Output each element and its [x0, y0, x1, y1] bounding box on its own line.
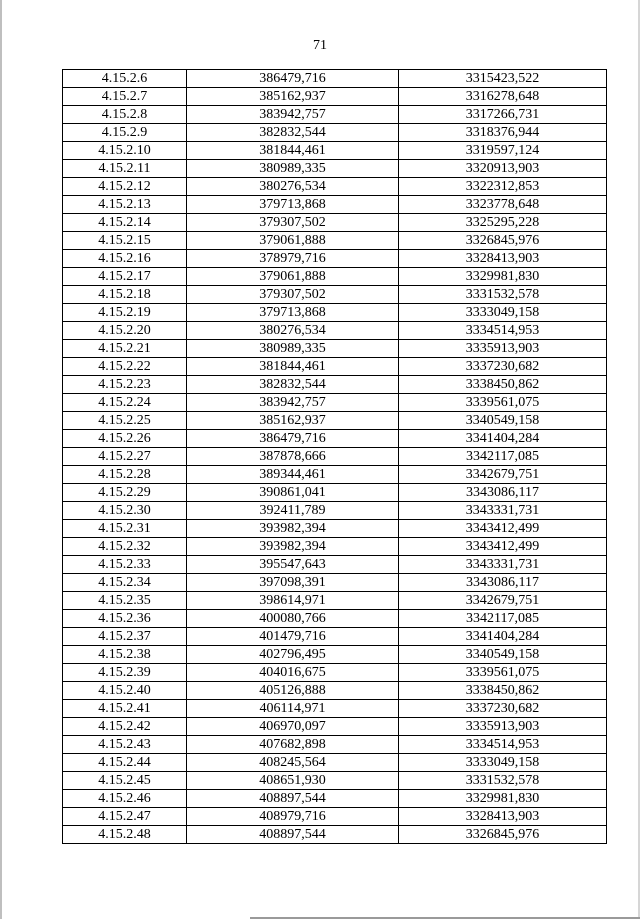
- x-coordinate-cell: 380989,335: [187, 160, 399, 178]
- y-coordinate-cell: 3343412,499: [399, 538, 607, 556]
- x-coordinate-cell: 382832,544: [187, 376, 399, 394]
- table-row: [63, 520, 607, 538]
- x-coordinate-cell: 382832,544: [187, 124, 399, 142]
- point-id-cell: 4.15.2.37: [63, 628, 187, 646]
- point-id-cell: 4.15.2.16: [63, 250, 187, 268]
- table-row: [63, 736, 607, 754]
- table-row: [63, 214, 607, 232]
- x-coordinate-cell: 390861,041: [187, 484, 399, 502]
- x-coordinate-cell: 381844,461: [187, 142, 399, 160]
- table-row: [63, 430, 607, 448]
- x-coordinate-cell: 404016,675: [187, 664, 399, 682]
- point-id-cell: 4.15.2.44: [63, 754, 187, 772]
- x-coordinate-cell: 408979,716: [187, 808, 399, 826]
- table-row: [63, 556, 607, 574]
- point-id-cell: 4.15.2.21: [63, 340, 187, 358]
- table-row: [63, 502, 607, 520]
- x-coordinate-cell: 385162,937: [187, 88, 399, 106]
- y-coordinate-cell: 3341404,284: [399, 628, 607, 646]
- x-coordinate-cell: 383942,757: [187, 106, 399, 124]
- table-row: [63, 124, 607, 142]
- point-id-cell: 4.15.2.48: [63, 826, 187, 844]
- x-coordinate-cell: 407682,898: [187, 736, 399, 754]
- table-row: [63, 448, 607, 466]
- table-row: [63, 412, 607, 430]
- table-row: [63, 610, 607, 628]
- x-coordinate-cell: 378979,716: [187, 250, 399, 268]
- y-coordinate-cell: 3342679,751: [399, 592, 607, 610]
- y-coordinate-cell: 3343086,117: [399, 484, 607, 502]
- x-coordinate-cell: 406970,097: [187, 718, 399, 736]
- point-id-cell: 4.15.2.7: [63, 88, 187, 106]
- x-coordinate-cell: 402796,495: [187, 646, 399, 664]
- x-coordinate-cell: 379307,502: [187, 286, 399, 304]
- y-coordinate-cell: 3335913,903: [399, 718, 607, 736]
- x-coordinate-cell: 397098,391: [187, 574, 399, 592]
- x-coordinate-cell: 379061,888: [187, 268, 399, 286]
- y-coordinate-cell: 3341404,284: [399, 430, 607, 448]
- point-id-cell: 4.15.2.34: [63, 574, 187, 592]
- y-coordinate-cell: 3320913,903: [399, 160, 607, 178]
- table-row: [63, 484, 607, 502]
- y-coordinate-cell: 3315423,522: [399, 70, 607, 88]
- point-id-cell: 4.15.2.46: [63, 790, 187, 808]
- table-row: [63, 826, 607, 844]
- point-id-cell: 4.15.2.26: [63, 430, 187, 448]
- y-coordinate-cell: 3334514,953: [399, 736, 607, 754]
- table-row: [63, 106, 607, 124]
- point-id-cell: 4.15.2.45: [63, 772, 187, 790]
- x-coordinate-cell: 393982,394: [187, 520, 399, 538]
- point-id-cell: 4.15.2.12: [63, 178, 187, 196]
- y-coordinate-cell: 3342679,751: [399, 466, 607, 484]
- x-coordinate-cell: 385162,937: [187, 412, 399, 430]
- point-id-cell: 4.15.2.15: [63, 232, 187, 250]
- table-row: [63, 250, 607, 268]
- point-id-cell: 4.15.2.28: [63, 466, 187, 484]
- y-coordinate-cell: 3337230,682: [399, 358, 607, 376]
- y-coordinate-cell: 3343331,731: [399, 556, 607, 574]
- x-coordinate-cell: 408651,930: [187, 772, 399, 790]
- point-id-cell: 4.15.2.47: [63, 808, 187, 826]
- table-row: [63, 538, 607, 556]
- point-id-cell: 4.15.2.40: [63, 682, 187, 700]
- x-coordinate-cell: 408897,544: [187, 826, 399, 844]
- y-coordinate-cell: 3323778,648: [399, 196, 607, 214]
- point-id-cell: 4.15.2.17: [63, 268, 187, 286]
- table-row: [63, 394, 607, 412]
- y-coordinate-cell: 3328413,903: [399, 250, 607, 268]
- y-coordinate-cell: 3322312,853: [399, 178, 607, 196]
- x-coordinate-cell: 386479,716: [187, 70, 399, 88]
- y-coordinate-cell: 3333049,158: [399, 754, 607, 772]
- point-id-cell: 4.15.2.10: [63, 142, 187, 160]
- point-id-cell: 4.15.2.19: [63, 304, 187, 322]
- coordinates-table-body: [63, 70, 607, 844]
- point-id-cell: 4.15.2.35: [63, 592, 187, 610]
- table-row: [63, 70, 607, 88]
- table-row: [63, 142, 607, 160]
- y-coordinate-cell: 3325295,228: [399, 214, 607, 232]
- table-row: [63, 376, 607, 394]
- table-row: [63, 466, 607, 484]
- point-id-cell: 4.15.2.39: [63, 664, 187, 682]
- coordinates-table: [62, 69, 607, 844]
- table-row: [63, 268, 607, 286]
- point-id-cell: 4.15.2.18: [63, 286, 187, 304]
- point-id-cell: 4.15.2.43: [63, 736, 187, 754]
- x-coordinate-cell: 387878,666: [187, 448, 399, 466]
- x-coordinate-cell: 386479,716: [187, 430, 399, 448]
- x-coordinate-cell: 401479,716: [187, 628, 399, 646]
- y-coordinate-cell: 3340549,158: [399, 646, 607, 664]
- table-row: [63, 628, 607, 646]
- x-coordinate-cell: 389344,461: [187, 466, 399, 484]
- y-coordinate-cell: 3338450,862: [399, 682, 607, 700]
- y-coordinate-cell: 3343412,499: [399, 520, 607, 538]
- scan-left-edge: [0, 0, 2, 919]
- table-row: [63, 646, 607, 664]
- x-coordinate-cell: 379713,868: [187, 304, 399, 322]
- point-id-cell: 4.15.2.9: [63, 124, 187, 142]
- y-coordinate-cell: 3342117,085: [399, 610, 607, 628]
- point-id-cell: 4.15.2.33: [63, 556, 187, 574]
- point-id-cell: 4.15.2.41: [63, 700, 187, 718]
- x-coordinate-cell: 408897,544: [187, 790, 399, 808]
- x-coordinate-cell: 405126,888: [187, 682, 399, 700]
- x-coordinate-cell: 379713,868: [187, 196, 399, 214]
- y-coordinate-cell: 3333049,158: [399, 304, 607, 322]
- point-id-cell: 4.15.2.11: [63, 160, 187, 178]
- y-coordinate-cell: 3337230,682: [399, 700, 607, 718]
- y-coordinate-cell: 3342117,085: [399, 448, 607, 466]
- page-number: 71: [313, 38, 327, 53]
- y-coordinate-cell: 3335913,903: [399, 340, 607, 358]
- table-row: [63, 790, 607, 808]
- table-row: [63, 196, 607, 214]
- y-coordinate-cell: 3338450,862: [399, 376, 607, 394]
- y-coordinate-cell: 3326845,976: [399, 826, 607, 844]
- x-coordinate-cell: 379061,888: [187, 232, 399, 250]
- point-id-cell: 4.15.2.31: [63, 520, 187, 538]
- x-coordinate-cell: 392411,789: [187, 502, 399, 520]
- y-coordinate-cell: 3343331,731: [399, 502, 607, 520]
- table-row: [63, 304, 607, 322]
- point-id-cell: 4.15.2.29: [63, 484, 187, 502]
- point-id-cell: 4.15.2.36: [63, 610, 187, 628]
- table-row: [63, 322, 607, 340]
- table-row: [63, 718, 607, 736]
- x-coordinate-cell: 393982,394: [187, 538, 399, 556]
- table-row: [63, 232, 607, 250]
- y-coordinate-cell: 3339561,075: [399, 394, 607, 412]
- x-coordinate-cell: 398614,971: [187, 592, 399, 610]
- table-row: [63, 592, 607, 610]
- x-coordinate-cell: 379307,502: [187, 214, 399, 232]
- table-row: [63, 178, 607, 196]
- y-coordinate-cell: 3329981,830: [399, 790, 607, 808]
- y-coordinate-cell: 3318376,944: [399, 124, 607, 142]
- table-row: [63, 772, 607, 790]
- y-coordinate-cell: 3339561,075: [399, 664, 607, 682]
- x-coordinate-cell: 408245,564: [187, 754, 399, 772]
- y-coordinate-cell: 3319597,124: [399, 142, 607, 160]
- y-coordinate-cell: 3326845,976: [399, 232, 607, 250]
- point-id-cell: 4.15.2.8: [63, 106, 187, 124]
- x-coordinate-cell: 380276,534: [187, 322, 399, 340]
- x-coordinate-cell: 380276,534: [187, 178, 399, 196]
- table-row: [63, 286, 607, 304]
- table-row: [63, 574, 607, 592]
- point-id-cell: 4.15.2.42: [63, 718, 187, 736]
- table-row: [63, 700, 607, 718]
- point-id-cell: 4.15.2.24: [63, 394, 187, 412]
- y-coordinate-cell: 3331532,578: [399, 772, 607, 790]
- point-id-cell: 4.15.2.20: [63, 322, 187, 340]
- y-coordinate-cell: 3340549,158: [399, 412, 607, 430]
- point-id-cell: 4.15.2.38: [63, 646, 187, 664]
- point-id-cell: 4.15.2.14: [63, 214, 187, 232]
- table-row: [63, 682, 607, 700]
- x-coordinate-cell: 406114,971: [187, 700, 399, 718]
- point-id-cell: 4.15.2.32: [63, 538, 187, 556]
- y-coordinate-cell: 3331532,578: [399, 286, 607, 304]
- point-id-cell: 4.15.2.22: [63, 358, 187, 376]
- point-id-cell: 4.15.2.6: [63, 70, 187, 88]
- x-coordinate-cell: 383942,757: [187, 394, 399, 412]
- point-id-cell: 4.15.2.27: [63, 448, 187, 466]
- y-coordinate-cell: 3316278,648: [399, 88, 607, 106]
- x-coordinate-cell: 395547,643: [187, 556, 399, 574]
- table-row: [63, 808, 607, 826]
- x-coordinate-cell: 381844,461: [187, 358, 399, 376]
- y-coordinate-cell: 3334514,953: [399, 322, 607, 340]
- y-coordinate-cell: 3343086,117: [399, 574, 607, 592]
- point-id-cell: 4.15.2.25: [63, 412, 187, 430]
- table-row: [63, 754, 607, 772]
- y-coordinate-cell: 3329981,830: [399, 268, 607, 286]
- point-id-cell: 4.15.2.30: [63, 502, 187, 520]
- table-row: [63, 160, 607, 178]
- table-row: [63, 340, 607, 358]
- point-id-cell: 4.15.2.23: [63, 376, 187, 394]
- y-coordinate-cell: 3328413,903: [399, 808, 607, 826]
- table-row: [63, 358, 607, 376]
- y-coordinate-cell: 3317266,731: [399, 106, 607, 124]
- table-row: [63, 664, 607, 682]
- x-coordinate-cell: 380989,335: [187, 340, 399, 358]
- point-id-cell: 4.15.2.13: [63, 196, 187, 214]
- x-coordinate-cell: 400080,766: [187, 610, 399, 628]
- table-row: [63, 88, 607, 106]
